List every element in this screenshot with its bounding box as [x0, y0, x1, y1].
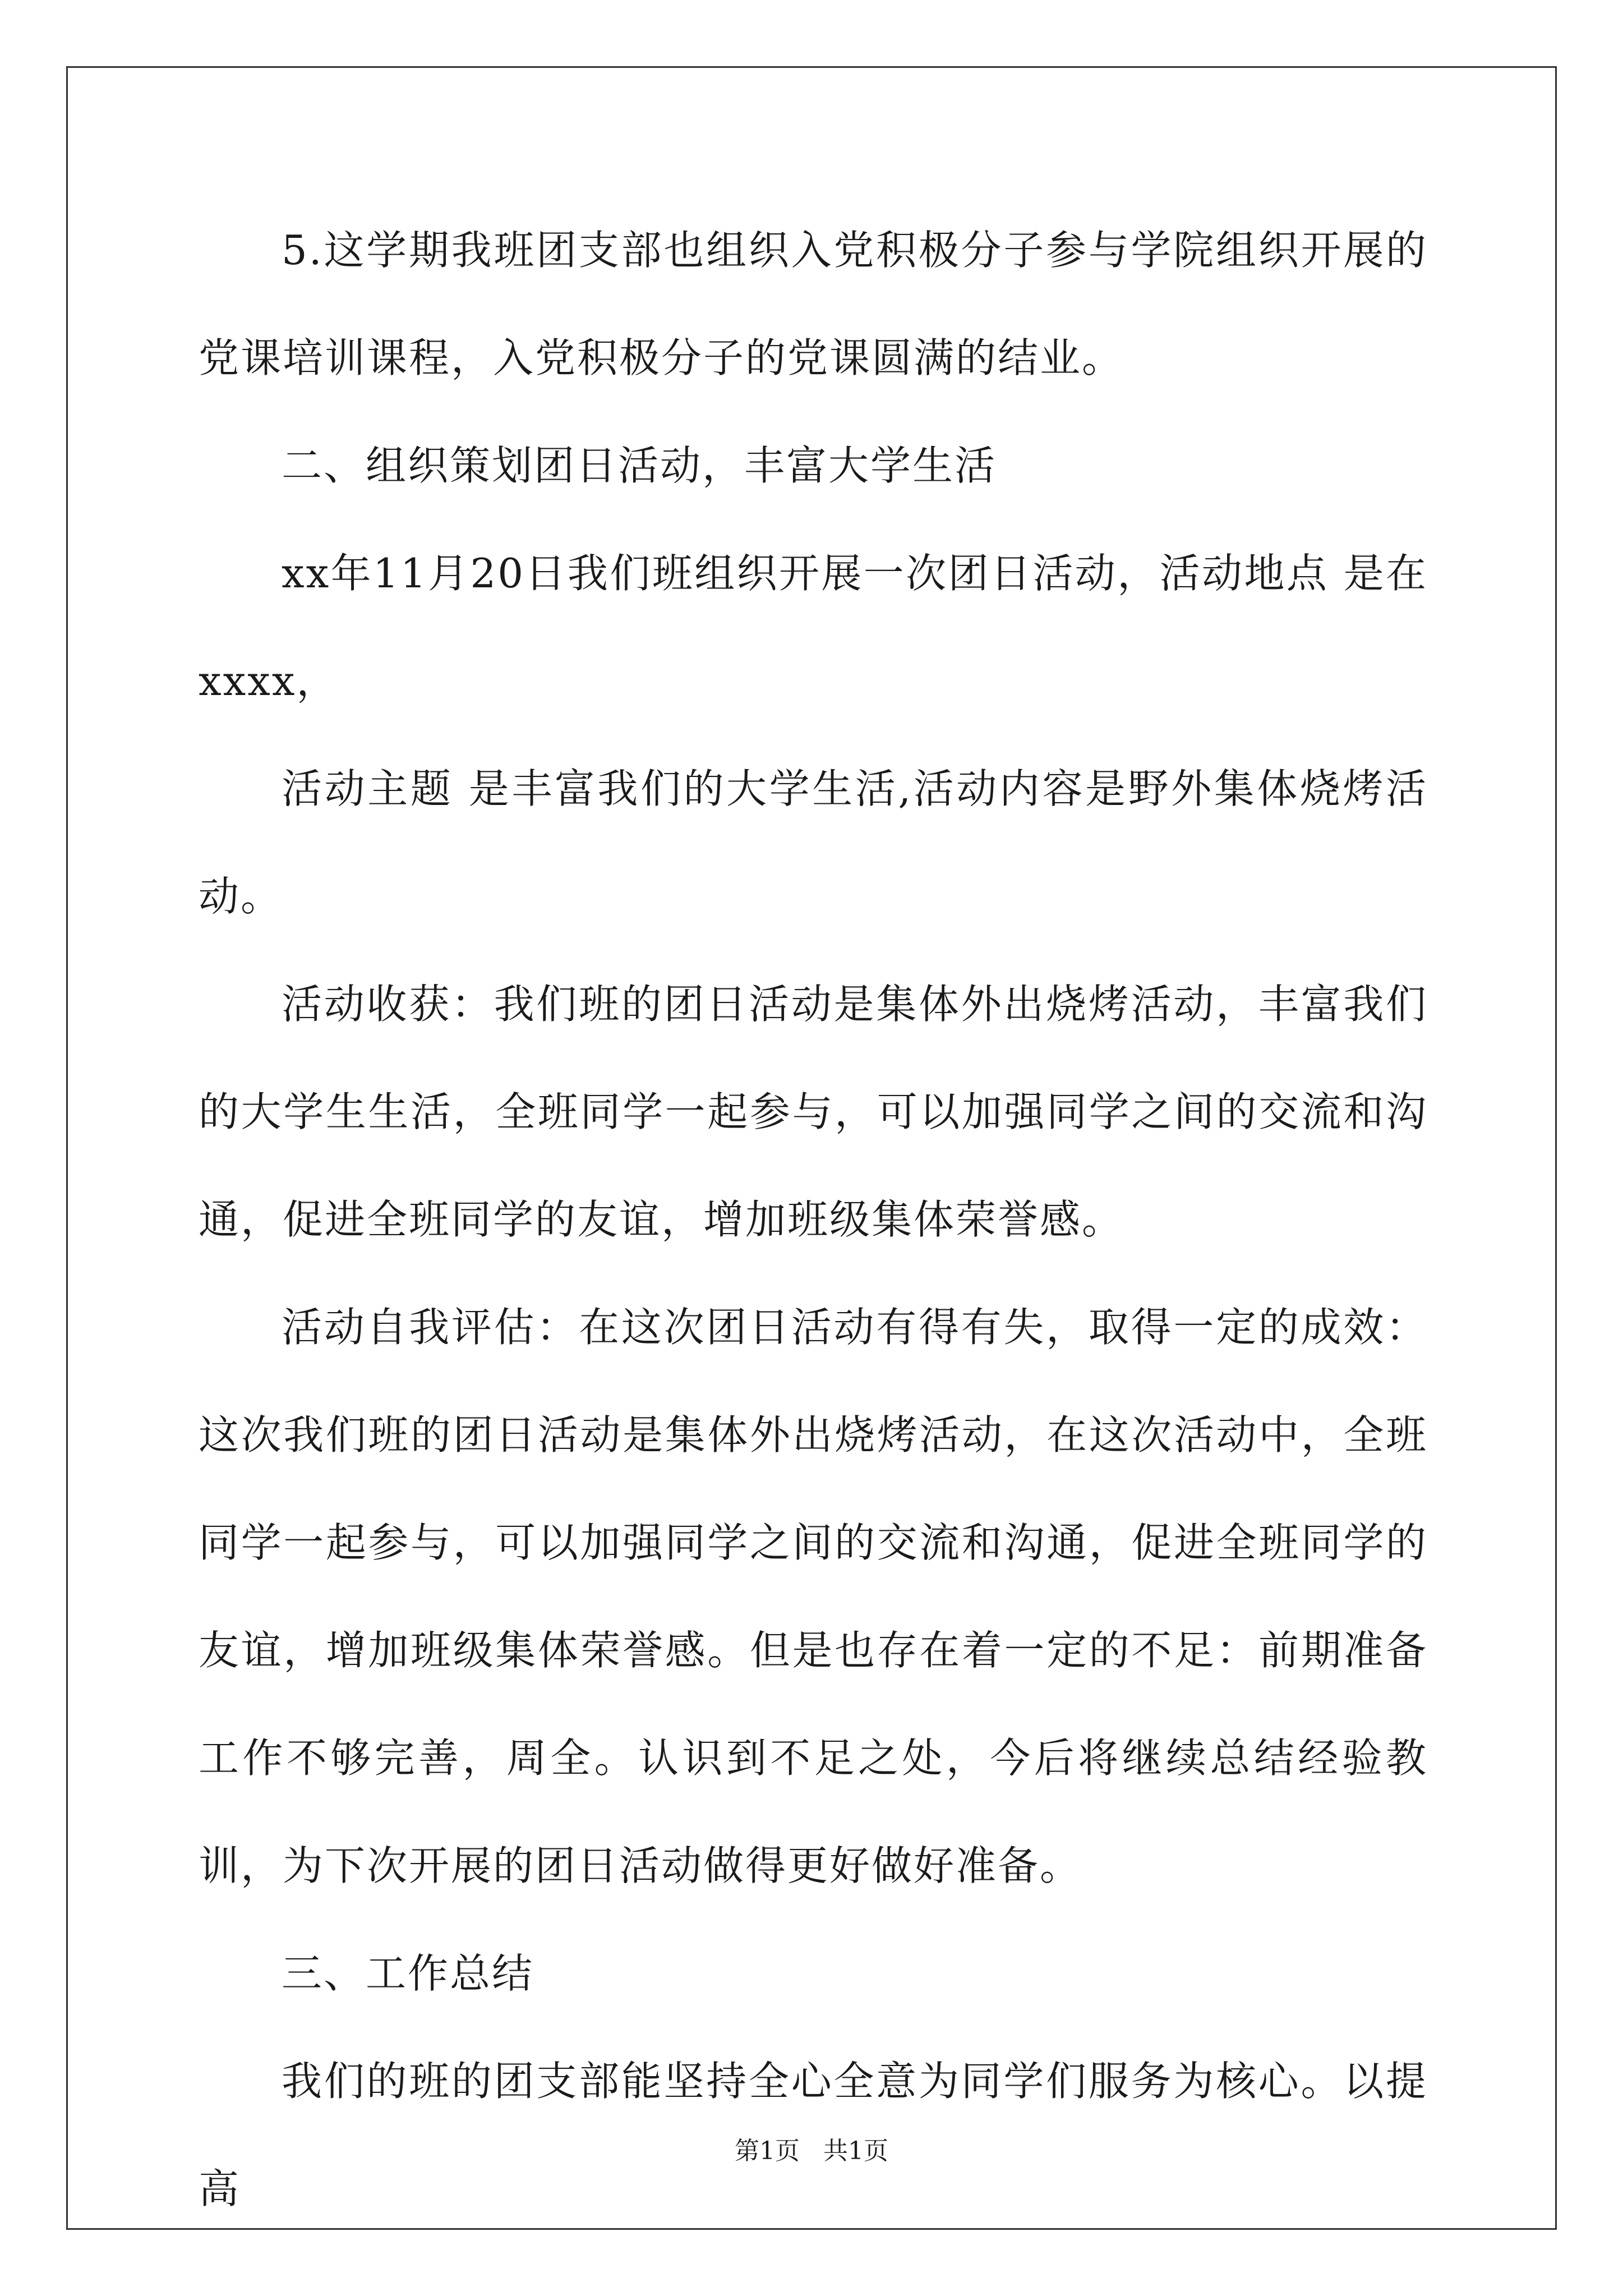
- paragraph-summary: 我们的班的团支部能坚持全心全意为同学们服务为核心。以提高: [199, 2058, 1428, 2212]
- paragraph-activity-gains: 活动收获：我们班的团日活动是集体外出烧烤活动，丰富我们的大学生生活，全班同学一起参与，可以加强同学之间的交流和沟通，促进全班同学的友谊，增加班级集体荣誉感。: [199, 981, 1428, 1243]
- paragraph-self-evaluation: 活动自我评估：在这次团日活动有得有失，取得一定的成效：这次我们班的团日活动是集体外出烧烤活动，在这次活动中，全班同学一起参与，可以加强同学之间的交流和沟通，促进全班同学的友谊，增加班级集体荣誉感。但是也存在着一定的不足：前期准备工作不够完善，周全。认识到不足之处，今后将继续总结经验教训，为下次开展的团日活动做得更好做好准备。: [199, 1304, 1428, 1889]
- paragraph-activity-theme: 活动主题 是丰富我们的大学生活,活动内容是野外集体烧烤活动。: [199, 765, 1428, 920]
- page-total: 共1页: [823, 2137, 888, 2165]
- paragraph-party-course: 5.这学期我班团支部也组织入党积极分子参与学院组织开展的党课培训课程，入党积极分子的党课圆满的结业。: [199, 227, 1428, 381]
- page-footer: [0, 2134, 1623, 2168]
- section-heading-league-activity: 二、组织策划团日活动，丰富大学生活: [282, 442, 997, 489]
- page-number: 第1页: [735, 2137, 800, 2165]
- document-body: [199, 196, 1428, 2243]
- section-heading-work-summary: 三、工作总结: [282, 1950, 534, 1997]
- paragraph-activity-date: xx年11月20日我们班组织开展一次团日活动，活动地点 是在xxxx，: [199, 550, 1428, 705]
